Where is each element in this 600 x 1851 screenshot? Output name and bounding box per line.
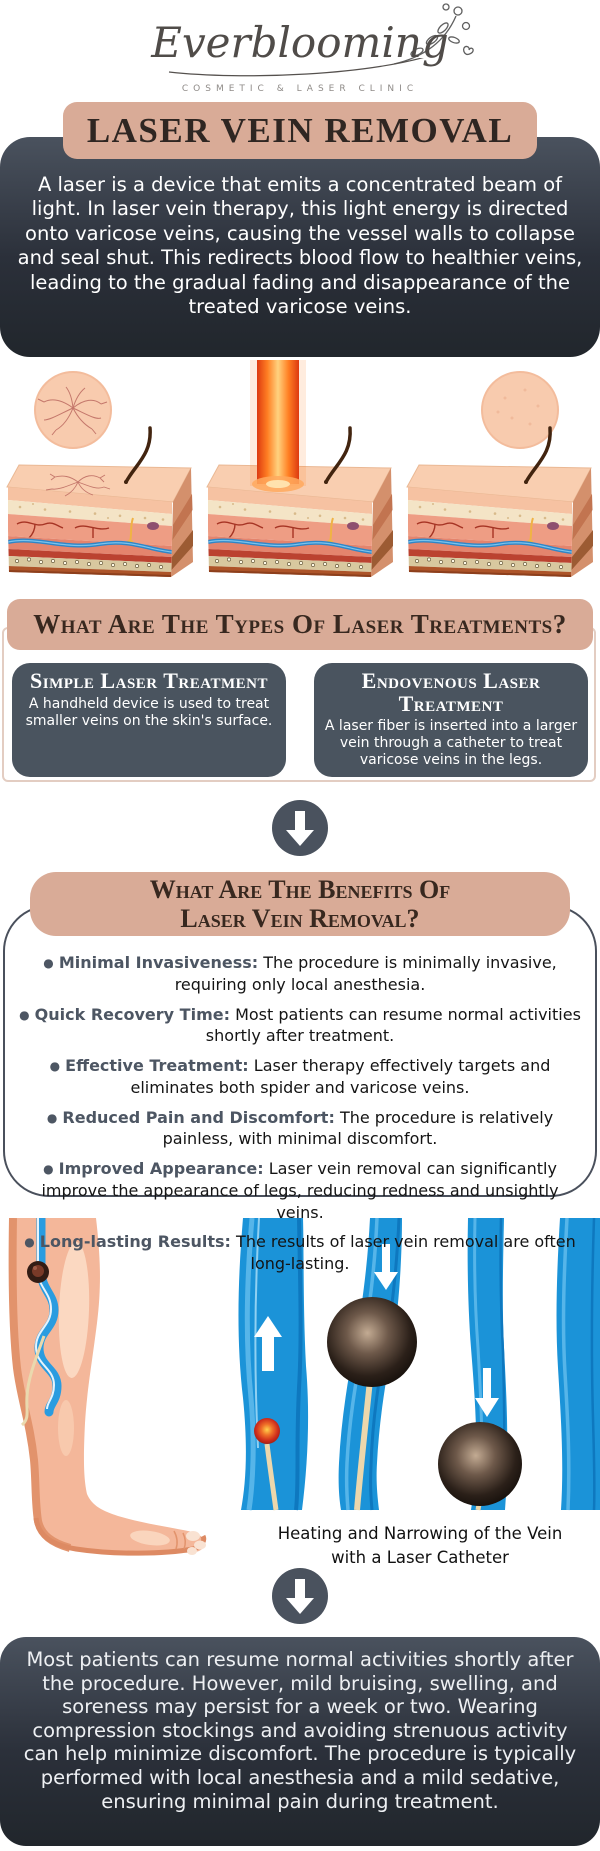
- bullet-icon: ●: [19, 1007, 30, 1022]
- bullet-icon: ●: [46, 1110, 58, 1125]
- endovenous-laser-card: [314, 663, 588, 777]
- bullet-icon: ●: [43, 956, 54, 970]
- intro-section: [0, 137, 600, 357]
- skin-block-before: [7, 428, 193, 578]
- benefit-item: ● Improved Appearance: Laser vein removal can significantly improve the appearance of legs, reducing redness and unsightly veins.: [41, 1159, 559, 1222]
- card-title: Simple Laser Treatment: [30, 668, 268, 693]
- clinic-logo: Everblooming: [151, 18, 449, 67]
- down-arrow-icon: [272, 1568, 328, 1624]
- bullet-icon: ●: [24, 1235, 35, 1250]
- benefit-item: ● Long-lasting Results: The results of laser vein removal are often long-lasting.: [24, 1232, 576, 1273]
- laser-catheter-ball: [438, 1422, 522, 1506]
- card-description: A laser fiber is inserted into a larger vein through a catheter to treat varicose veins in the legs.: [324, 718, 578, 769]
- down-arrow-icon: [272, 800, 328, 856]
- benefit-item: ● Minimal Invasiveness: The procedure is minimally invasive, requiring only local anesthesia.: [43, 953, 557, 994]
- catheter-caption: Heating and Narrowing of the Vein with a Laser Catheter: [277, 1524, 563, 1567]
- laser-tip: [254, 1418, 280, 1444]
- logo-swash-icon: [165, 58, 445, 80]
- benefit-item: ● Quick Recovery Time: Most patients can resume normal activities shortly after treatment.: [19, 1004, 581, 1046]
- skin-layers-illustration: [0, 360, 600, 580]
- skin-block-after: [407, 428, 593, 578]
- card-description: A handheld device is used to treat smaller veins on the skin's surface.: [25, 695, 273, 729]
- simple-laser-card: [12, 663, 286, 777]
- benefits-heading: What Are The Benefits Of Laser Vein Removal?: [30, 872, 570, 936]
- laser-beam: [250, 360, 306, 492]
- spider-veins-closeup-circle: [35, 372, 111, 448]
- benefits-panel: [3, 905, 597, 1273]
- card-title: Endovenous Laser Treatment: [361, 668, 541, 716]
- types-heading: What Are The Types Of Laser Treatments?: [7, 599, 593, 650]
- bullet-icon: ●: [49, 1059, 61, 1073]
- intro-text: A laser is a device that emits a concentrated beam of light. In laser vein therapy, this light energy is directed onto varicose veins, causing the vessel walls to collapse and seal shut. This redirects blood flow to healthier veins, leading to the gradual fading and disappearance of the treated varicose veins.: [17, 173, 583, 318]
- benefit-item: ● Reduced Pain and Discomfort: The procedure is relatively painless, with minimal discomfort.: [46, 1107, 554, 1149]
- laser-catheter-ball: [327, 1297, 417, 1387]
- benefit-item: ● Effective Treatment: Laser therapy effectively targets and eliminates both spider and varicose veins.: [49, 1056, 551, 1097]
- page-title: LASER VEIN REMOVAL: [63, 102, 537, 159]
- recovery-text: Most patients can resume normal activities shortly after the procedure. However, mild bruising, swelling, and soreness may persist for a week or two. Wearing compression stockings and avoiding strenuous activity can help minimize discomfort. The procedure is typically performed with local anesthesia and a mild sedative, ensuring minimal pain during treatment.: [23, 1648, 577, 1813]
- clear-skin-closeup-circle: [482, 372, 558, 448]
- clinic-tagline: COSMETIC & LASER CLINIC: [181, 84, 419, 94]
- bullet-icon: ●: [43, 1162, 54, 1176]
- recovery-section: [0, 1637, 600, 1846]
